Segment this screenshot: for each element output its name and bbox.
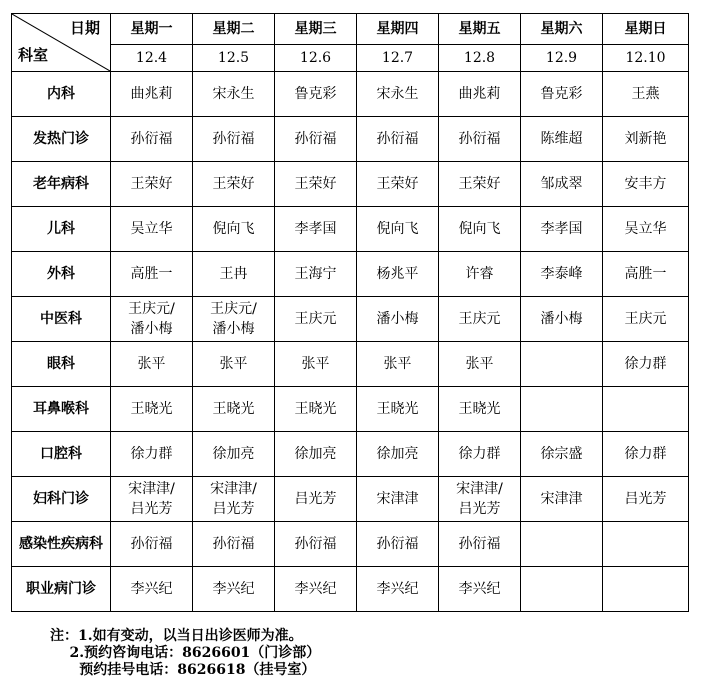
schedule-cell [193,162,275,207]
date-axis-label: 日期 [69,19,100,37]
doctor-name: 孙衍福 [130,131,173,147]
schedule-row [12,117,689,162]
schedule-row [12,477,689,522]
schedule-cell [439,387,521,432]
doctor-name: 吴立华 [624,221,667,237]
schedule-cell [193,567,275,612]
day-header: 星期三 [275,14,357,45]
doctor-name: 王庆元/ [128,301,175,317]
schedule-cell [193,522,275,567]
doctor-name: 王庆元 [294,311,337,327]
schedule-cell [193,477,275,522]
schedule-cell [357,342,439,387]
schedule-cell [193,432,275,477]
doctor-name: 吕光芳 [130,501,173,517]
schedule-cell [521,72,603,117]
doctor-name: 潘小梅 [376,311,419,327]
doctor-name: 宋津津/ [210,481,257,497]
doctor-name: 吕光芳 [212,501,255,517]
schedule-cell [439,162,521,207]
corner-header-cell [12,14,111,72]
department-name: 老年病科 [12,162,111,207]
doctor-name: 安丰方 [624,176,667,192]
doctor-name: 杨兆平 [376,266,419,282]
schedule-cell [193,297,275,342]
schedule-cell [111,522,193,567]
doctor-name: 徐加亮 [212,446,255,462]
date-header: 12.9 [521,45,603,72]
schedule-cell [439,432,521,477]
schedule-row [12,387,689,432]
schedule-cell [111,297,193,342]
schedule-cell [603,207,689,252]
department-name: 内科 [12,72,111,117]
doctor-name: 高胜一 [624,266,667,282]
doctor-name: 王荣好 [212,176,255,192]
day-header: 星期六 [521,14,603,45]
doctor-name: 宋永生 [212,86,255,102]
schedule-cell [275,342,357,387]
schedule-cell [603,432,689,477]
schedule-cell [275,117,357,162]
doctor-name: 李兴纪 [458,581,501,597]
schedule-cell [275,252,357,297]
schedule-table [11,13,689,612]
schedule-cell [521,567,603,612]
schedule-row [12,432,689,477]
doctor-name: 许睿 [465,266,494,282]
schedule-cell [193,207,275,252]
doctor-name: 李兴纪 [130,581,173,597]
schedule-cell [439,567,521,612]
doctor-name: 徐力群 [458,446,501,462]
doctor-name: 徐宗盛 [540,446,583,462]
schedule-cell [439,297,521,342]
schedule-row [12,342,689,387]
date-header: 12.5 [193,45,275,72]
department-name: 口腔科 [12,432,111,477]
schedule-cell [439,522,521,567]
schedule-cell [357,207,439,252]
schedule-cell [193,72,275,117]
doctor-name: 宋津津/ [128,481,175,497]
doctor-name: 邹成翠 [540,176,583,192]
doctor-name: 王荣好 [294,176,337,192]
doctor-name: 孙衍福 [130,536,173,552]
date-header: 12.8 [439,45,521,72]
day-header: 星期五 [439,14,521,45]
schedule-cell [111,432,193,477]
doctor-name: 徐力群 [130,446,173,462]
doctor-name: 倪向飞 [376,221,419,237]
schedule-cell [275,162,357,207]
schedule-cell [521,522,603,567]
schedule-cell [357,162,439,207]
schedule-cell [603,297,689,342]
schedule-cell [603,72,689,117]
doctor-name: 孙衍福 [376,536,419,552]
department-name: 外科 [12,252,111,297]
schedule-cell [111,117,193,162]
doctor-name: 王晓光 [130,401,173,417]
doctor-name: 李孝国 [294,221,337,237]
doctor-name: 王燕 [631,86,660,102]
schedule-cell [357,522,439,567]
department-name: 眼科 [12,342,111,387]
doctor-name: 吕光芳 [458,501,501,517]
day-header: 星期一 [111,14,193,45]
schedule-cell [439,342,521,387]
schedule-cell [439,252,521,297]
schedule-cell [357,387,439,432]
doctor-name: 王晓光 [294,401,337,417]
date-header: 12.7 [357,45,439,72]
schedule-cell [603,252,689,297]
doctor-name: 曲兆莉 [458,86,501,102]
doctor-name: 徐力群 [624,446,667,462]
schedule-cell [111,252,193,297]
schedule-cell [357,477,439,522]
schedule-cell [603,117,689,162]
doctor-name: 王荣好 [458,176,501,192]
doctor-name: 吕光芳 [294,491,337,507]
footnote-line: 注：1.如有变动，以当日出诊医师为准。 [50,628,303,644]
doctor-name: 徐加亮 [376,446,419,462]
header-date-row [12,45,689,72]
schedule-cell [603,477,689,522]
schedule-cell [439,207,521,252]
doctor-name: 王冉 [219,266,248,282]
doctor-name: 孙衍福 [294,131,337,147]
schedule-cell [439,117,521,162]
schedule-row [12,522,689,567]
schedule-cell [357,567,439,612]
schedule-cell [275,207,357,252]
doctor-name: 王荣好 [130,176,173,192]
department-name: 发热门诊 [12,117,111,162]
doctor-name: 王晓光 [376,401,419,417]
date-header: 12.4 [111,45,193,72]
doctor-name: 宋津津/ [456,481,503,497]
doctor-name: 孙衍福 [212,536,255,552]
doctor-name: 鲁克彩 [540,86,583,102]
schedule-cell [439,477,521,522]
doctor-name: 潘小梅 [130,321,173,337]
schedule-cell [521,252,603,297]
doctor-name: 曲兆莉 [130,86,173,102]
schedule-cell [521,477,603,522]
department-name: 儿科 [12,207,111,252]
footnote-line: 预约挂号电话：8626618（挂号室） [50,662,316,678]
doctor-name: 潘小梅 [540,311,583,327]
doctor-name: 李兴纪 [212,581,255,597]
doctor-name: 宋津津 [540,491,583,507]
schedule-cell [521,387,603,432]
schedule-row [12,207,689,252]
schedule-cell [111,387,193,432]
doctor-name: 李兴纪 [376,581,419,597]
schedule-cell [357,117,439,162]
schedule-cell [111,207,193,252]
doctor-name: 孙衍福 [458,131,501,147]
schedule-cell [439,72,521,117]
schedule-cell [521,297,603,342]
doctor-name: 高胜一 [130,266,173,282]
doctor-name: 徐加亮 [294,446,337,462]
schedule-cell [357,72,439,117]
schedule-cell [521,162,603,207]
doctor-name: 宋津津 [376,491,419,507]
schedule-row [12,162,689,207]
schedule-cell [193,342,275,387]
doctor-name: 吴立华 [130,221,173,237]
schedule-row [12,72,689,117]
schedule-cell [521,117,603,162]
doctor-name: 张平 [465,356,494,372]
department-name: 职业病门诊 [12,567,111,612]
schedule-cell [111,477,193,522]
doctor-name: 孙衍福 [212,131,255,147]
schedule-cell [603,162,689,207]
footnotes [50,628,320,679]
schedule-cell [275,477,357,522]
schedule-cell [275,387,357,432]
doctor-name: 潘小梅 [212,321,255,337]
department-name: 中医科 [12,297,111,342]
department-name: 感染性疾病科 [12,522,111,567]
schedule-cell [275,567,357,612]
doctor-name: 王晓光 [212,401,255,417]
doctor-name: 李孝国 [540,221,583,237]
doctor-name: 王荣好 [376,176,419,192]
day-header: 星期日 [603,14,689,45]
schedule-cell [603,522,689,567]
doctor-name: 鲁克彩 [294,86,337,102]
doctor-name: 张平 [301,356,330,372]
schedule-cell [111,567,193,612]
doctor-name: 张平 [137,356,166,372]
schedule-cell [193,252,275,297]
schedule-row [12,297,689,342]
footnote-line: 2.预约咨询电话：8626601（门诊部） [50,645,321,661]
doctor-name: 徐力群 [624,356,667,372]
schedule-cell [357,297,439,342]
doctor-name: 刘新艳 [624,131,667,147]
doctor-name: 孙衍福 [458,536,501,552]
schedule-cell [357,432,439,477]
day-header: 星期二 [193,14,275,45]
doctor-name: 孙衍福 [294,536,337,552]
doctor-name: 张平 [383,356,412,372]
department-axis-label: 科室 [18,46,49,64]
schedule-cell [111,162,193,207]
schedule-cell [603,567,689,612]
doctor-name: 王庆元/ [210,301,257,317]
schedule-cell [111,72,193,117]
department-name: 妇科门诊 [12,477,111,522]
schedule-cell [521,432,603,477]
doctor-name: 倪向飞 [212,221,255,237]
doctor-name: 王晓光 [458,401,501,417]
doctor-name: 王庆元 [458,311,501,327]
schedule-cell [603,342,689,387]
schedule-cell [275,522,357,567]
schedule-cell [111,342,193,387]
schedule-cell [521,207,603,252]
doctor-name: 倪向飞 [458,221,501,237]
doctor-name: 李泰峰 [540,266,583,282]
doctor-name: 李兴纪 [294,581,337,597]
doctor-name: 张平 [219,356,248,372]
date-header: 12.10 [603,45,689,72]
doctor-name: 宋永生 [376,86,419,102]
schedule-cell [193,387,275,432]
schedule-cell [603,387,689,432]
header-day-row [12,14,689,45]
schedule-cell [357,252,439,297]
department-name: 耳鼻喉科 [12,387,111,432]
schedule-row [12,252,689,297]
date-header: 12.6 [275,45,357,72]
doctor-name: 王庆元 [624,311,667,327]
schedule-cell [193,117,275,162]
schedule-row [12,567,689,612]
schedule-cell [275,72,357,117]
doctor-name: 陈维超 [540,131,583,147]
day-header: 星期四 [357,14,439,45]
doctor-name: 王海宁 [294,266,337,282]
schedule-cell [521,342,603,387]
schedule-cell [275,432,357,477]
schedule-cell [275,297,357,342]
doctor-name: 吕光芳 [624,491,667,507]
doctor-name: 孙衍福 [376,131,419,147]
